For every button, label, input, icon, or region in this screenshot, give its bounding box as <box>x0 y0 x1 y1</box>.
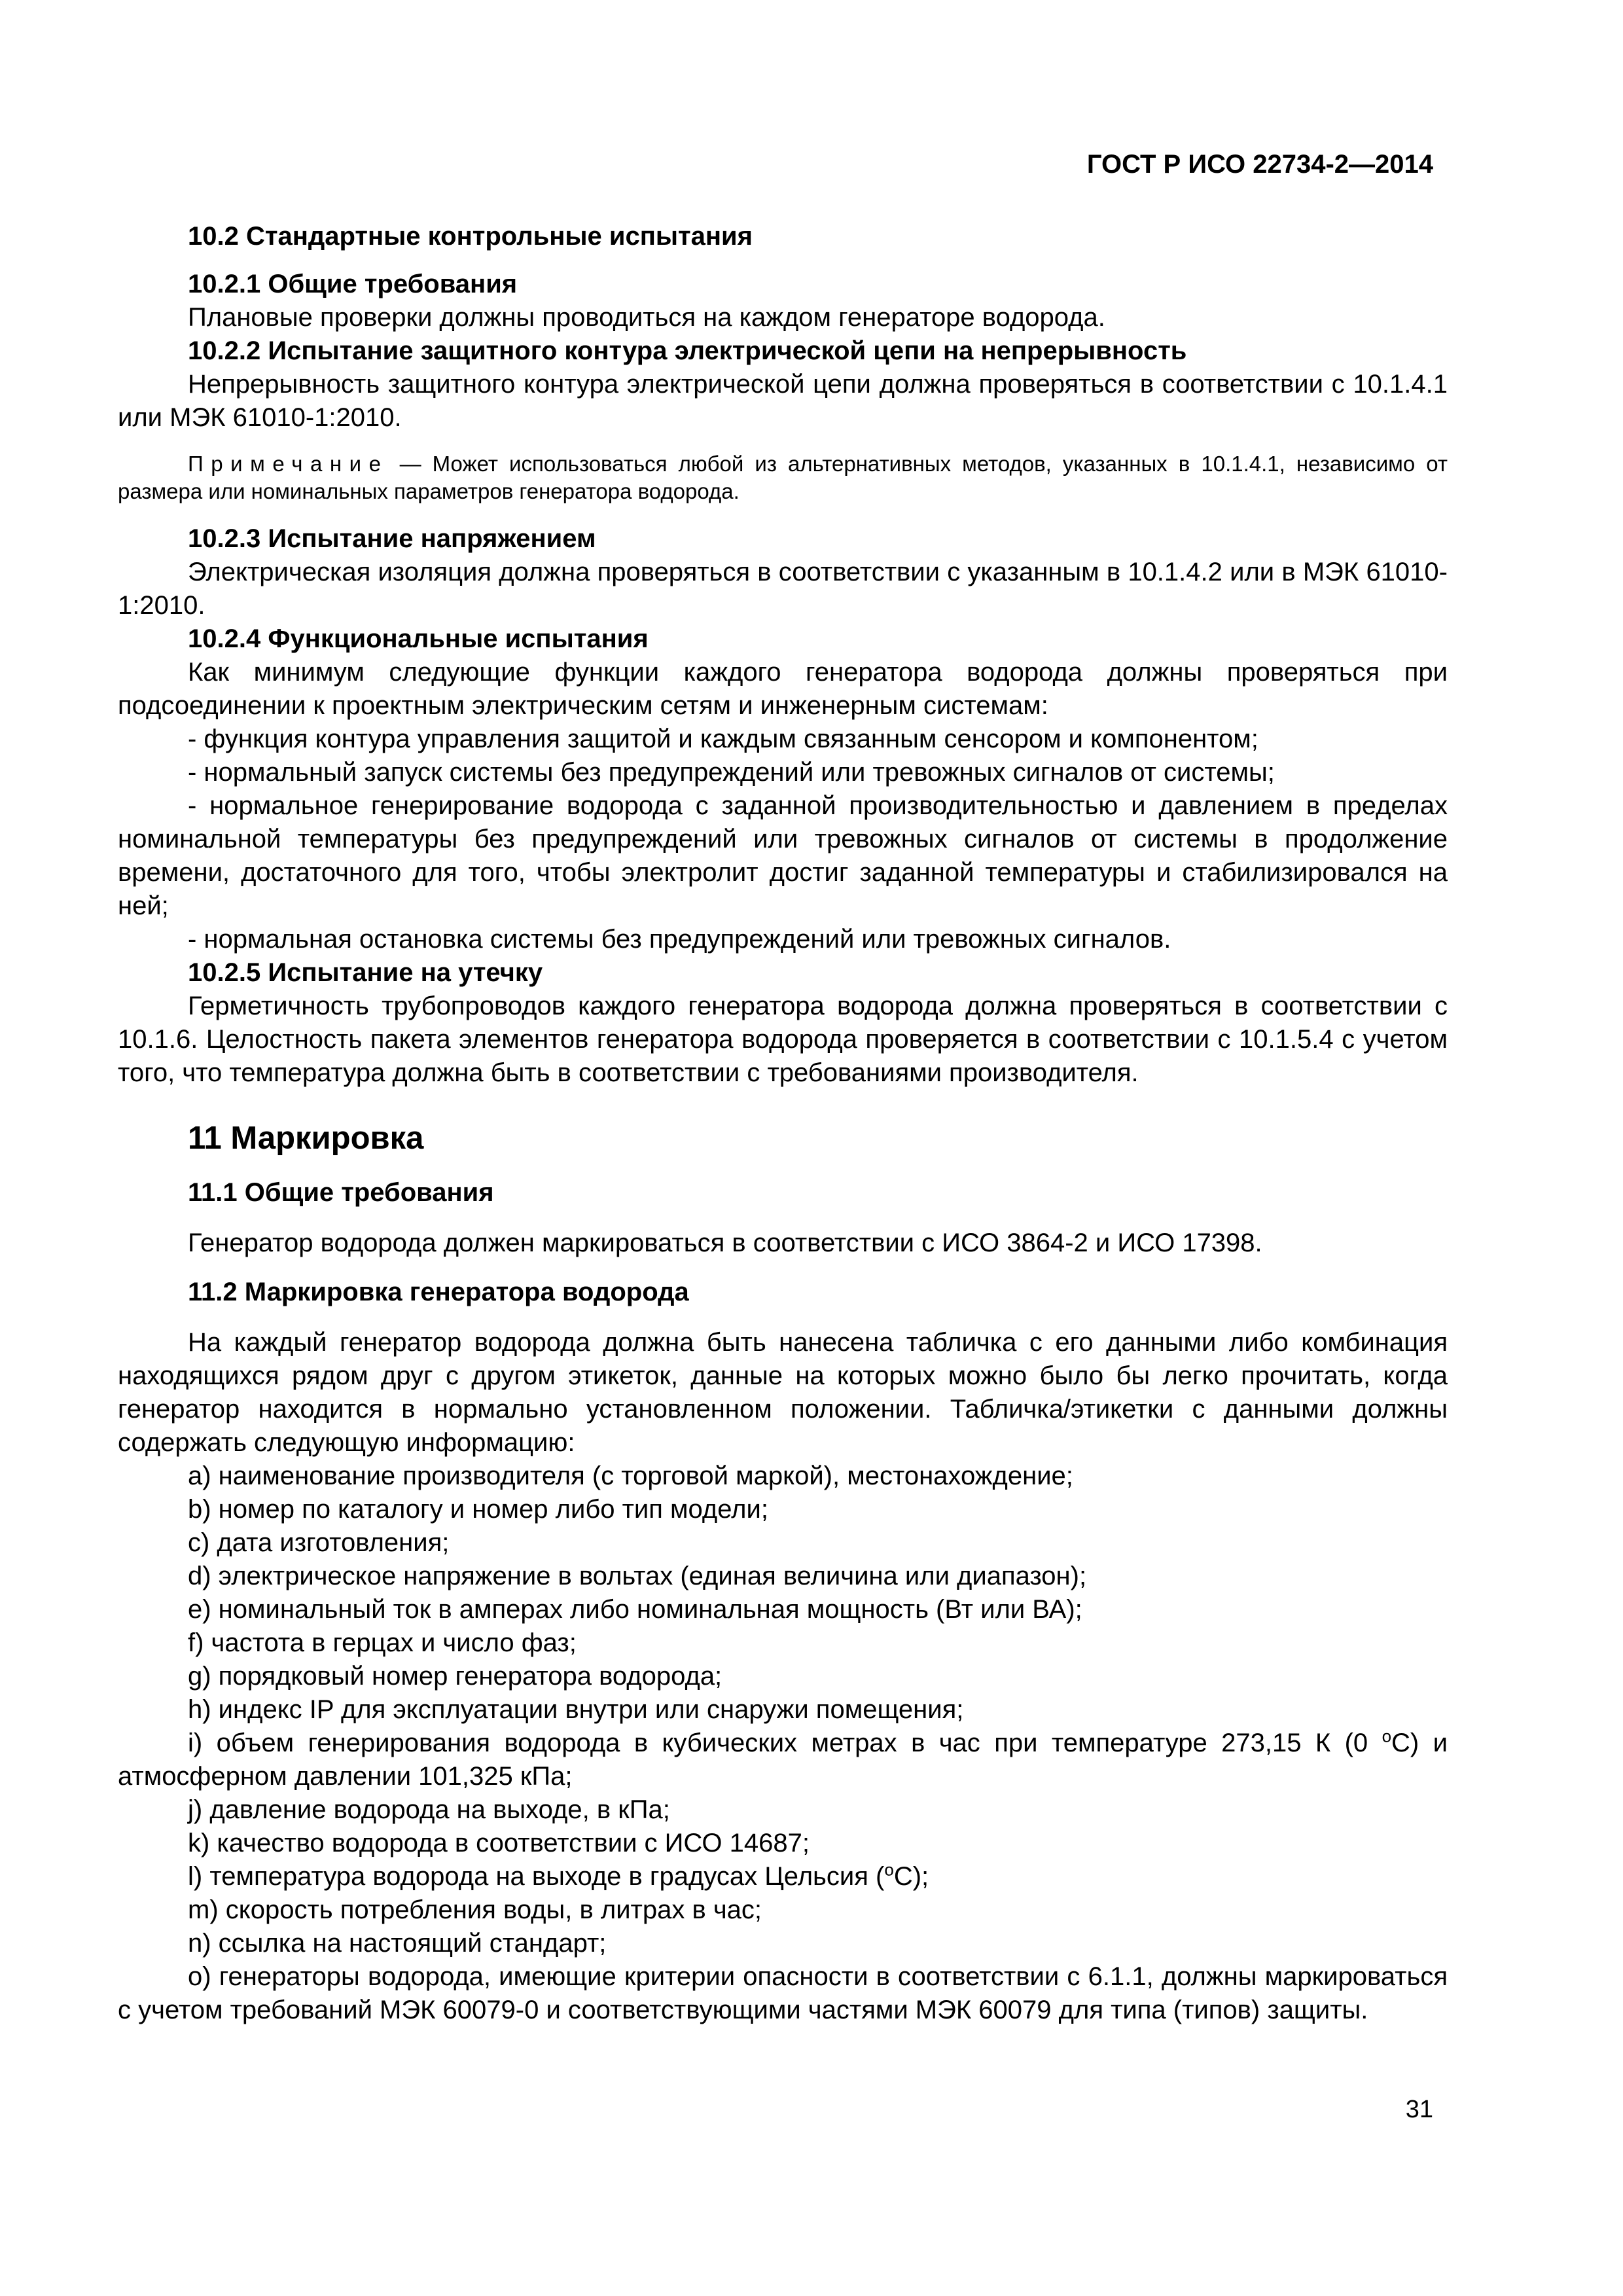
section-10-2-4-intro: Как минимум следующие функции каждого генератора водорода должны проверяться при подсоединении к проектным электрическим сетям и инженерным системам: <box>118 658 1448 720</box>
list-item: n) ссылка на настоящий стандарт; <box>188 1929 607 1958</box>
degree-superscript: o <box>884 1859 894 1880</box>
section-10-2-3-text: Электрическая изоляция должна проверяться в соответствии с указанным в 10.1.4.2 или в МЭК 61010-1:2010. <box>118 558 1448 620</box>
section-10-2-1-title: 10.2.1 Общие требования <box>188 270 518 298</box>
page-content <box>118 220 1448 2027</box>
section-10-2-2-title: 10.2.2 Испытание защитного контура электрической цепи на непрерывность <box>188 336 1187 365</box>
section-11-2-intro: На каждый генератор водорода должна быть нанесена табличка с его данными либо комбинация находящихся рядом друг с другом этикеток, данные на которых можно было бы легко прочитать, когда генератор находится в нормально установленном положении. Табличка/этикетки с данными должны содержать следующую информацию: <box>118 1328 1448 1457</box>
section-10-2-5-text: Герметичность трубопроводов каждого генератора водорода должна проверяться в соответствии с 10.1.6. Целостность пакета элементов генератора водорода проверяется в соответствии с 10.1.5.4 с учетом того, что температура должна быть в соответствии с требованиями производителя. <box>118 992 1448 1087</box>
list-item-i-text-b: C) и атмосферном давлении 101,325 кПа; <box>118 1729 1448 1791</box>
list-item: f) частота в герцах и число фаз; <box>188 1628 577 1657</box>
list-item: a) наименование производителя (с торговой маркой), местонахождение; <box>188 1462 1073 1490</box>
list-item: d) электрическое напряжение в вольтах (единая величина или диапазон); <box>188 1562 1087 1590</box>
section-11-title: 11 Маркировка <box>188 1121 424 1156</box>
list-item: - нормальный запуск системы без предупреждений или тревожных сигналов от системы; <box>188 758 1275 787</box>
list-item: k) качество водорода в соответствии с ИСО 14687; <box>188 1829 810 1857</box>
list-item-i <box>118 1727 1448 1793</box>
page-number: 31 <box>1405 2096 1433 2123</box>
list-item: - нормальное генерирование водорода с заданной производительностью и давлением в пределах номинальной температуры без предупреждений или тревожных сигналов от системы в продолжение времени, достаточного для того, чтобы электролит достиг заданной температуры и стабилизировался на ней; <box>118 791 1448 920</box>
list-item: - нормальная остановка системы без предупреждений или тревожных сигналов. <box>188 925 1171 954</box>
list-item: c) дата изготовления; <box>188 1528 450 1557</box>
section-10-2-1-text: Плановые проверки должны проводиться на каждом генераторе водорода. <box>188 303 1105 332</box>
list-item-l <box>118 1860 1448 1893</box>
section-11-2-title: 11.2 Маркировка генератора водорода <box>188 1278 689 1306</box>
list-item: g) порядковый номер генератора водорода; <box>188 1662 722 1691</box>
list-item: m) скорость потребления воды, в литрах в час; <box>188 1895 762 1924</box>
document-code: ГОСТ Р ИСО 22734-2—2014 <box>1086 150 1433 179</box>
section-10-2-5-title: 10.2.5 Испытание на утечку <box>188 958 543 987</box>
list-item: b) номер по каталогу и номер либо тип модели; <box>188 1495 768 1524</box>
list-item-i-text-a: i) объем генерирования водорода в кубических метрах в час при температуре 273,15 К (0 <box>188 1729 1382 1757</box>
note-paragraph <box>118 450 1448 505</box>
degree-superscript: o <box>1382 1726 1392 1746</box>
section-11-1-title: 11.1 Общие требования <box>188 1178 494 1207</box>
list-item-l-text-a: l) температура водорода на выходе в градусах Цельсия ( <box>188 1862 885 1891</box>
section-10-2-4-title: 10.2.4 Функциональные испытания <box>188 624 649 653</box>
list-item: - функция контура управления защитой и каждым связанным сенсором и компонентом; <box>188 725 1258 753</box>
section-10-2-3-title: 10.2.3 Испытание напряжением <box>188 524 596 553</box>
list-item: j) давление водорода на выходе, в кПа; <box>188 1795 670 1824</box>
section-11-1-text: Генератор водорода должен маркироваться в соответствии с ИСО 3864-2 и ИСО 17398. <box>188 1229 1262 1257</box>
section-10-2-title: 10.2 Стандартные контрольные испытания <box>188 222 753 251</box>
list-item: e) номинальный ток в амперах либо номинальная мощность (Вт или ВА); <box>188 1595 1082 1624</box>
list-item: h) индекс IP для эксплуатации внутри или снаружи помещения; <box>188 1695 964 1724</box>
note-text: — Может использоваться любой из альтернативных методов, указанных в 10.1.4.1, независимо от размера или номинальных параметров генератора водорода. <box>118 452 1448 503</box>
list-item-l-text-b: C); <box>893 1862 929 1891</box>
section-10-2-2-text: Непрерывность защитного контура электрической цепи должна проверяться в соответствии с 10.1.4.1 или МЭК 61010-1:2010. <box>118 370 1448 432</box>
note-label: Примечание <box>188 452 389 476</box>
list-item-o: o) генераторы водорода, имеющие критерии опасности в соответствии с 6.1.1, должны маркироваться с учетом требований МЭК 60079-0 и соответствующими частями МЭК 60079 для типа (типов) защиты. <box>118 1962 1448 2024</box>
